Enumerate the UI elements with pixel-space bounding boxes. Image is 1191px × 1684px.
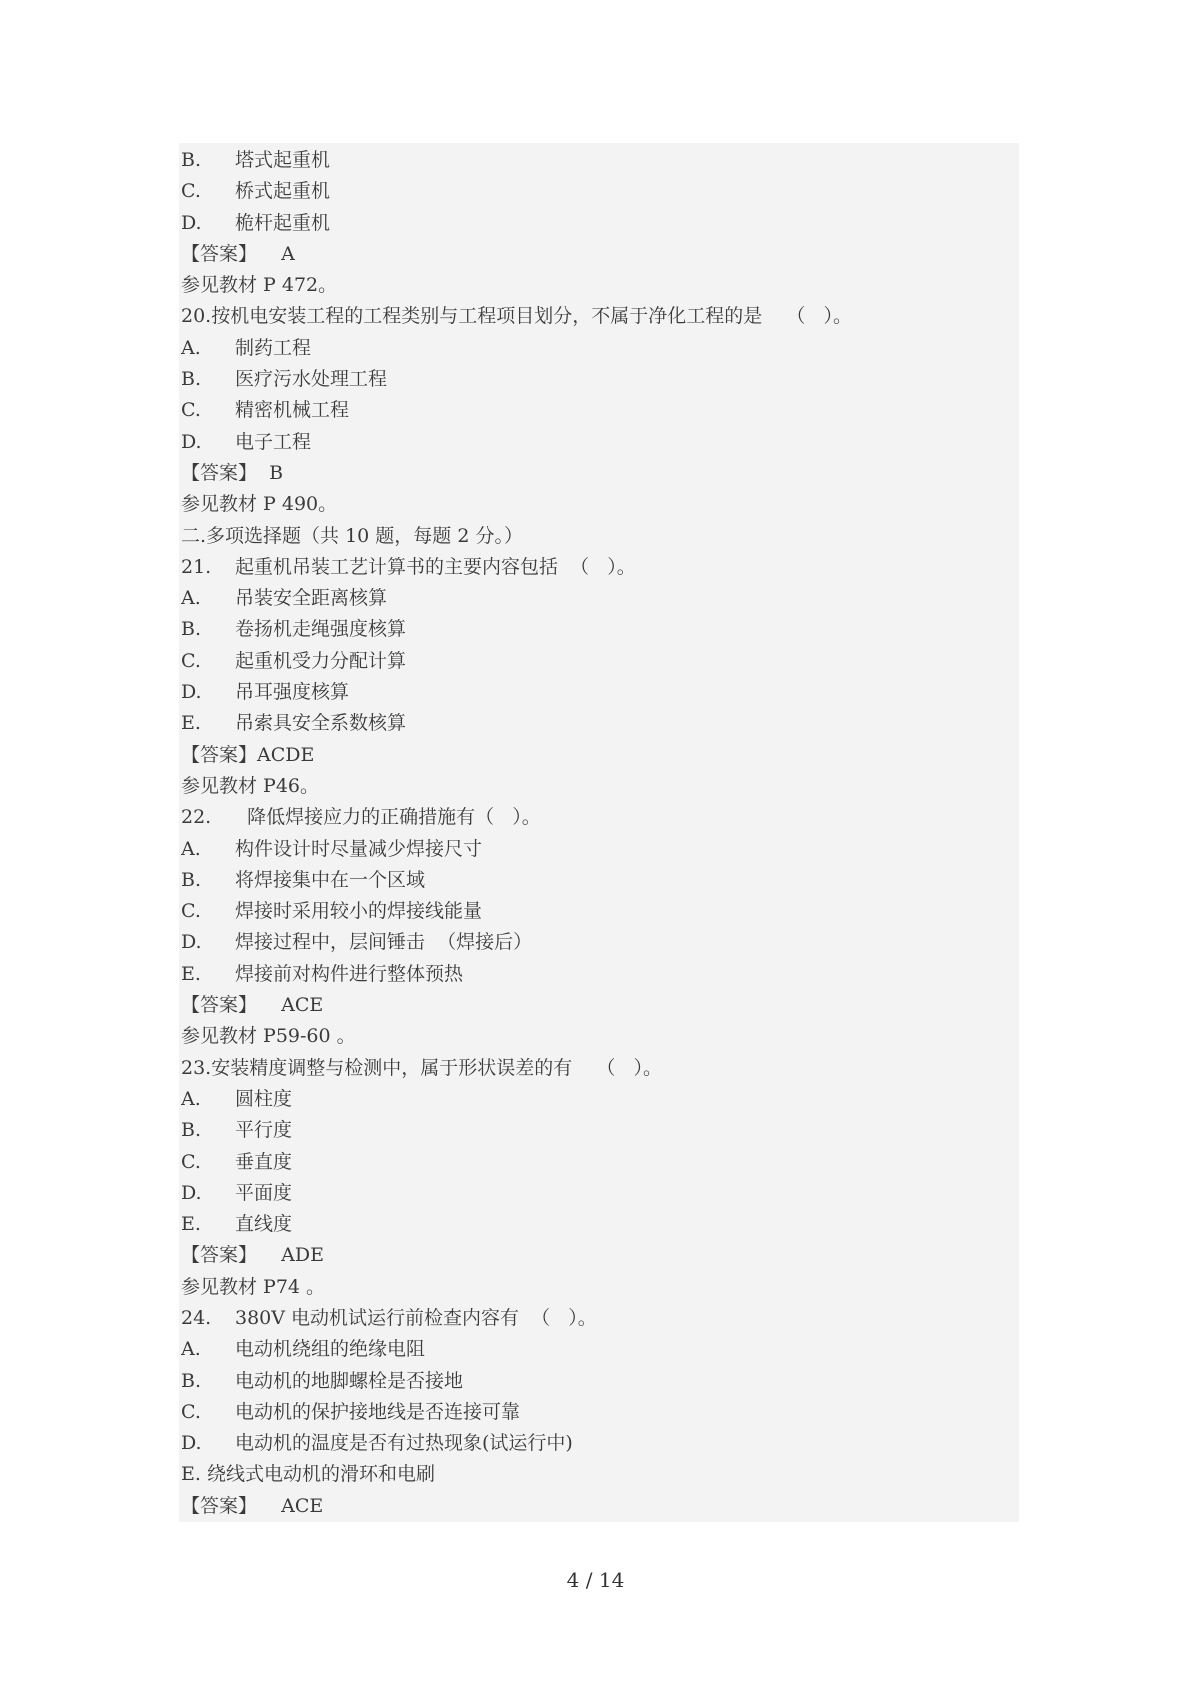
text-line <box>181 927 1017 958</box>
line-text: 桅杆起重机 <box>235 211 331 234</box>
line-text: 【答案】 B <box>181 461 284 484</box>
line-prefix: B. <box>181 149 202 171</box>
text-line <box>181 427 1017 458</box>
line-text: 焊接前对构件进行整体预热 <box>235 962 464 985</box>
text-line <box>181 301 1017 332</box>
text-line <box>181 771 1017 802</box>
line-prefix: C. <box>181 900 201 923</box>
line-prefix: C. <box>181 180 201 203</box>
text-line <box>181 489 1017 520</box>
text-line <box>181 270 1017 301</box>
text-line <box>181 1428 1017 1459</box>
line-text: 【答案】ACDE <box>181 743 315 766</box>
text-line <box>181 1240 1017 1271</box>
line-prefix: E. <box>181 1213 201 1236</box>
text-line <box>181 990 1017 1021</box>
line-prefix: D. <box>181 430 202 453</box>
line-text: 吊耳强度核算 <box>235 681 350 704</box>
text-line <box>181 239 1017 270</box>
text-line <box>181 583 1017 614</box>
line-text: 平面度 <box>235 1181 293 1204</box>
line-text: 电动机的保护接地线是否连接可靠 <box>235 1400 521 1423</box>
text-line <box>181 614 1017 645</box>
text-line <box>181 646 1017 677</box>
line-prefix: 21. <box>181 555 212 578</box>
line-text: 电动机的温度是否有过热现象(试运行中) <box>235 1432 573 1455</box>
text-line <box>181 333 1017 364</box>
text-line <box>181 896 1017 927</box>
line-text: 构件设计时尽量减少焊接尺寸 <box>235 837 483 860</box>
text-line <box>181 1084 1017 1115</box>
line-text: 电动机的地脚螺栓是否接地 <box>235 1369 464 1392</box>
line-text: 380V 电动机试运行前检查内容有 （ ）。 <box>235 1306 597 1329</box>
line-prefix: B. <box>181 868 202 891</box>
line-text: 【答案】 ACE <box>181 994 324 1017</box>
line-prefix: A. <box>181 1087 201 1110</box>
text-line <box>181 1397 1017 1428</box>
line-text: 参见教材 P59-60 。 <box>181 1025 356 1048</box>
text-line <box>181 1303 1017 1334</box>
text-line <box>181 677 1017 708</box>
line-text: 吊装安全距离核算 <box>235 587 388 610</box>
line-text: 【答案】 ACE <box>181 1494 324 1517</box>
line-prefix: B. <box>181 368 202 391</box>
text-line <box>181 1272 1017 1303</box>
line-prefix: E. <box>181 712 201 735</box>
line-text: 起重机受力分配计算 <box>235 649 407 672</box>
line-text: 平行度 <box>235 1119 293 1142</box>
line-prefix: D. <box>181 1432 202 1455</box>
line-text: 圆柱度 <box>235 1087 293 1110</box>
line-text: 垂直度 <box>235 1150 293 1173</box>
line-text: 【答案】 ADE <box>181 1244 324 1267</box>
text-line <box>181 1178 1017 1209</box>
document-text-lines <box>181 145 1017 1522</box>
line-prefix: D. <box>181 681 202 704</box>
text-line <box>181 802 1017 833</box>
text-line <box>181 708 1017 739</box>
line-prefix: D. <box>181 1181 202 1204</box>
line-prefix: C. <box>181 1150 201 1173</box>
line-text: 制药工程 <box>235 336 312 359</box>
line-text: 卷扬机走绳强度核算 <box>235 618 407 641</box>
line-prefix: D. <box>181 211 202 234</box>
line-text: 吊索具安全系数核算 <box>235 712 407 735</box>
text-line <box>181 208 1017 239</box>
text-line <box>181 364 1017 395</box>
line-text: 焊接过程中，层间锤击 （焊接后） <box>235 931 533 954</box>
line-text: 降低焊接应力的正确措施有（ ）。 <box>235 806 541 829</box>
line-prefix: B. <box>181 1369 202 1392</box>
line-prefix: E. <box>181 962 201 985</box>
text-line <box>181 552 1017 583</box>
text-line <box>181 1334 1017 1365</box>
line-text: 23.安装精度调整与检测中，属于形状误差的有 （ ）。 <box>181 1056 662 1079</box>
line-text: 将焊接集中在一个区域 <box>235 868 426 891</box>
text-line <box>181 1021 1017 1052</box>
line-prefix: A. <box>181 837 201 860</box>
line-text: 【答案】 A <box>181 242 295 265</box>
text-line <box>181 1147 1017 1178</box>
line-prefix: A. <box>181 336 201 359</box>
line-text: 桥式起重机 <box>235 180 331 203</box>
line-text: 20.按机电安装工程的工程类别与工程项目划分，不属于净化工程的是 （ ）。 <box>181 305 852 328</box>
text-line <box>181 865 1017 896</box>
line-text: 精密机械工程 <box>235 399 350 422</box>
text-line <box>181 1209 1017 1240</box>
text-line <box>181 959 1017 990</box>
text-line <box>181 1053 1017 1084</box>
line-prefix: B. <box>181 618 202 641</box>
line-text: 参见教材 P 490。 <box>181 493 338 516</box>
line-text: E. 绕线式电动机的滑环和电刷 <box>181 1463 435 1486</box>
line-text: 二.多项选择题（共 10 题，每题 2 分。） <box>181 524 523 547</box>
line-prefix: B. <box>181 1119 202 1142</box>
text-line <box>181 740 1017 771</box>
line-prefix: D. <box>181 931 202 954</box>
text-line <box>181 458 1017 489</box>
page-number: 4 / 14 <box>566 1568 625 1592</box>
line-text: 电子工程 <box>235 430 312 453</box>
line-prefix: A. <box>181 587 201 610</box>
line-prefix: C. <box>181 1400 201 1423</box>
line-prefix: A. <box>181 1338 201 1361</box>
line-prefix: 22. <box>181 806 212 829</box>
line-text: 电动机绕组的绝缘电阻 <box>235 1338 426 1361</box>
line-text: 起重机吊装工艺计算书的主要内容包括 （ ）。 <box>235 555 636 578</box>
text-line <box>181 1115 1017 1146</box>
line-prefix: C. <box>181 649 201 672</box>
text-line <box>181 1491 1017 1522</box>
line-text: 参见教材 P46。 <box>181 774 320 797</box>
line-prefix: C. <box>181 399 201 422</box>
line-prefix: 24. <box>181 1306 212 1329</box>
text-line <box>181 1366 1017 1397</box>
text-line <box>181 521 1017 552</box>
text-line <box>181 145 1017 176</box>
line-text: 直线度 <box>235 1213 293 1236</box>
line-text: 焊接时采用较小的焊接线能量 <box>235 900 483 923</box>
text-line <box>181 1459 1017 1490</box>
text-line <box>181 395 1017 426</box>
text-line <box>181 834 1017 865</box>
line-text: 塔式起重机 <box>235 149 331 171</box>
line-text: 参见教材 P 472。 <box>181 274 338 297</box>
line-text: 医疗污水处理工程 <box>235 368 388 391</box>
text-line <box>181 176 1017 207</box>
line-text: 参见教材 P74 。 <box>181 1275 326 1298</box>
